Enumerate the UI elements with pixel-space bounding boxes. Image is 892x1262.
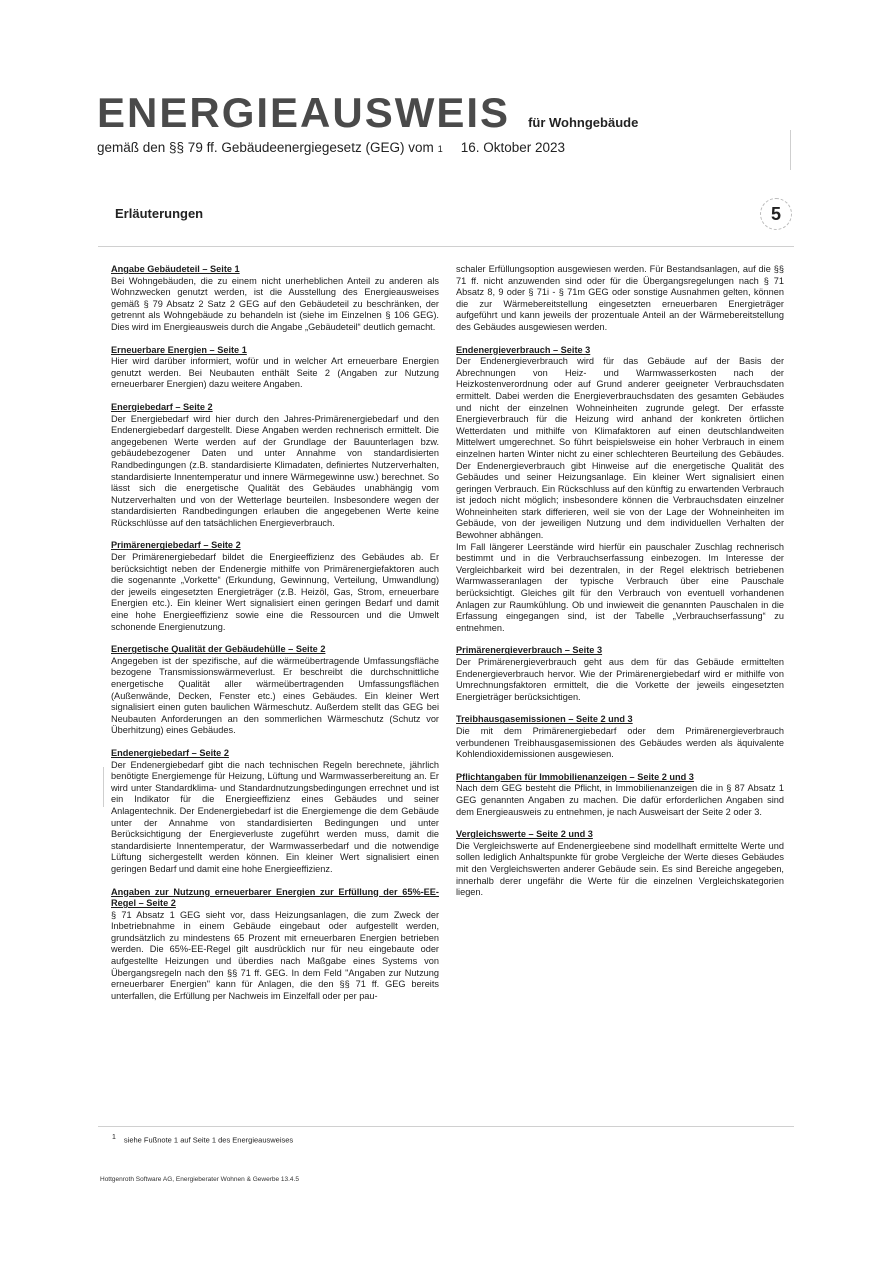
- footnote: [112, 1134, 293, 1145]
- explanation-section: [456, 829, 784, 899]
- law-footnote-ref: 1: [437, 144, 443, 154]
- explanation-section: [111, 540, 439, 633]
- right-column: [456, 264, 784, 910]
- explanation-section: [456, 772, 784, 818]
- section-heading: Primärenergiebedarf – Seite 2: [111, 540, 241, 551]
- section-heading: Primärenergieverbrauch – Seite 3: [456, 645, 603, 656]
- section-body: Nach dem GEG besteht die Pflicht, in Immobilienanzeigen die in § 87 Absatz 1 GEG genannten Angaben zu machen. Die dafür erforderlichen Angaben sind dem Energieausweis zu entnehmen, je nach Ausweisart der Seite 2 oder 3.: [456, 783, 784, 817]
- section-heading: Angaben zur Nutzung erneuerbarer Energien zur Erfüllung der 65%-EE-Regel – Seite 2: [111, 886, 439, 909]
- page-number-badge: 5: [760, 198, 792, 230]
- explanation-section: [111, 264, 439, 334]
- section-body: Der Endenergieverbrauch wird für das Gebäude auf der Basis der Abrechnungen von Heiz- und Warmwasserkosten nach der Heizkostenverordnung oder auf Grund anderer geeigneter Verbrauchsdaten ermittelt. Dabei werden die Energieverbrauchsdaten des gesamten Gebäudes und nicht der einzelnen Wohneinheiten zugrunde gelegt. Der erfasste Energieverbrauch für die Heizung wird anhand der konkreten örtlichen Wetterdaten und mithilfe von Klimafaktoren auf einen deutschlandweiten Mittelwert umgerechnet. So führt beispielsweise ein hoher Verbrauch in einem einzelnen harten Winter nicht zu einer schlechteren Beurteilung des Gebäudes. Der Endenergieverbrauch gibt Hinweise auf die energetische Qualität des Gebäudes und seiner Heizungsanlage. Ein kleiner Wert signalisiert einen geringen Verbrauch. Ein Rückschluss auf den künftig zu erwartenden Verbrauch ist jedoch nicht möglich; insbesondere können die Verbrauchsdaten einzelner Wohneinheiten stark differieren, weil sie von der Lage der Wohneinheiten im Gebäude, von der jeweiligen Nutzung und dem individuellen Verhalten der Bewohner abhängen.: [456, 356, 784, 541]
- explanation-section: [111, 887, 439, 1003]
- section-heading: Endenergieverbrauch – Seite 3: [456, 344, 591, 355]
- section-heading: Vergleichswerte – Seite 2 und 3: [456, 829, 593, 840]
- section-heading: Energetische Qualität der Gebäudehülle – Seite 2: [111, 644, 326, 655]
- document-title: ENERGIEAUSWEIS: [97, 89, 511, 136]
- explanation-section: [456, 264, 784, 334]
- section-heading: Treibhausgasemissionen – Seite 2 und 3: [456, 714, 633, 725]
- section-body: Der Primärenergiebedarf bildet die Energieeffizienz des Gebäudes ab. Er berücksichtigt neben der Endenergie mithilfe von Primärenergiefaktoren auch die sogenannte „Vorkette“ (Erkundung, Gewinnung, Verteilung, Umwandlung) der jeweils eingesetzten Energieträger (z.B. Heizöl, Gas, Strom, erneuerbare Energien etc.). Ein kleiner Wert signalisiert einen geringen Bedarf und damit eine hohe Energieeffizienz sowie eine die Ressourcen und die Umwelt schonende Energienutzung.: [111, 552, 439, 632]
- section-body: Die mit dem Primärenergiebedarf oder dem Primärenergieverbrauch verbundenen Treibhausgasemissionen des Gebäudes werden als äquivalente Kohlendioxidemissionen ausgewiesen.: [456, 725, 784, 760]
- section-body: Der Endenergiebedarf gibt die nach technischen Regeln berechnete, jährlich benötigte Energiemenge für Heizung, Lüftung und Warmwasserbereitung an. Er wird unter Standardklima- und Standardnutzungsbedingungen errechnet und ist ein Indikator für die Energieeffizienz eines Gebäudes und seiner Anlagentechnik. Der Endenergiebedarf ist die Energiemenge die dem Gebäude unter der Annahme von standardisierten Bedingungen und unter Berücksichtigung der Energieverluste zugeführt werden muss, damit die standardisierte Innentemperatur, der Warmwasserbedarf und die notwendige Lüftung sichergestellt werden können. Ein kleiner Wert signalisiert einen geringen Bedarf und damit eine hohe Energieeffizienz.: [111, 759, 439, 874]
- explanation-section: [111, 345, 439, 391]
- section-heading: Energiebedarf – Seite 2: [111, 401, 213, 412]
- scan-speck: [790, 130, 791, 170]
- explanation-section: [456, 714, 784, 760]
- left-column: [111, 264, 439, 1013]
- section-heading: Angabe Gebäudeteil – Seite 1: [111, 264, 240, 274]
- law-text: gemäß den §§ 79 ff. Gebäudeenergiegesetz (GEG) vom: [97, 140, 434, 155]
- section-body: schaler Erfüllungsoption ausgewiesen werden. Für Bestandsanlagen, auf die §§ 71 ff. nicht anzuwenden sind oder für die Übergangsregelungen nach § 71 Absatz 8, 9 oder § 71i - § 71m GEG oder sonstige Ausnahmen gelten, können die zur Wärmebereitstellung eingesetzten erneuerbaren Energieträger aufgeführt und kann jeweils der prozentuale Anteil an der Wärmebereitstellung des Gebäudes ausgewiesen werden.: [456, 264, 784, 332]
- section-body: Die Vergleichswerte auf Endenergieebene sind modellhaft ermittelte Werte und sollen lediglich Anhaltspunkte für grobe Vergleiche der Werte dieses Gebäudes mit den Vergleichswerten anderer Gebäude sein. Es sind Bereiche angegeben, innerhalb derer ungefähr die Werte für die einzelnen Vergleichskategorien liegen.: [456, 840, 784, 898]
- explanation-section: [456, 345, 784, 635]
- law-date: 16. Oktober 2023: [460, 140, 566, 155]
- publisher-line: Hottgenroth Software AG, Energieberater Wohnen & Gewerbe 13.4.5: [100, 1176, 299, 1183]
- section-heading: Endenergiebedarf – Seite 2: [111, 747, 229, 758]
- section-heading: Pflichtangaben für Immobilienanzeigen – Seite 2 und 3: [456, 771, 694, 782]
- document-header: [97, 89, 797, 155]
- section-body: Der Primärenergieverbrauch geht aus dem für das Gebäude ermittelten Endenergieverbrauch hervor. Wie der Primärenergiebedarf wird er mithilfe von Umrechnungsfaktoren ermittelt, die die Vorkette der jeweils eingesetzten Energieträger berücksichtigen.: [456, 657, 784, 702]
- section-body: § 71 Absatz 1 GEG sieht vor, dass Heizungsanlagen, die zum Zweck der Inbetriebnahme in einem Gebäude eingebaut oder aufgestellt werden, grundsätzlich zu mindestens 65 Prozent mit erneuerbaren Energien betrieben werden. Die 65%-EE-Regel gilt ausdrücklich nur für neu eingebaute oder aufgestellte Heizungen und überdies nach Maßgabe eines Systems von Übergangsregeln nach den §§ 71 ff. GEG. In dem Feld "Angaben zur Nutzung erneuerbarer Energien" kann für Anlagen, die den §§ 71 ff. GEG bereits unterfallen, die Erfüllung per Nachweis im Einzelfall oder per pau-: [111, 909, 439, 1001]
- scan-speck: [103, 767, 104, 807]
- explanation-section: [456, 645, 784, 703]
- footnote-text: siehe Fußnote 1 auf Seite 1 des Energieausweises: [123, 1135, 294, 1145]
- section-title: Erläuterungen: [115, 206, 204, 221]
- section-body: Angegeben ist der spezifische, auf die wärmeübertragende Umfassungsfläche bezogene Transmissionswärmeverlust. Er beschreibt die durchschnittliche energetische Qualität aller wärmeübertragenden Umfassungsflächen (Außenwände, Decken, Fenster etc.) eines Gebäudes. Ein kleiner Wert signalisiert einen guten baulichen Wärmeschutz. Außerdem stellt das GEG bei Neubauten Anforderungen an den sommerlichen Wärmeschutz (Schutz vor Überhitzung) eines Gebäudes.: [111, 655, 439, 736]
- section-body: Der Energiebedarf wird hier durch den Jahres-Primärenergiebedarf und den Endenergiebedarf dargestellt. Diese Angaben werden rechnerisch ermittelt. Die angegebenen Werte werden auf der Grundlage der Bauunterlagen bzw. gebäudebezogener Daten und unter Annahme von standardisierten Randbedingungen (z.B. standardisierte Klimadaten, definiertes Nutzerverhalten, standardisierte Innentemperatur und innere Wärmegewinne usw.) berechnet. So lässt sich die energetische Qualität des Gebäudes unabhängig vom Nutzerverhalten und von der Wetterlage beurteilen. Insbesondere wegen der standardisierten Randbedingungen erlauben die angegebenen Werte keine Rückschlüsse auf den tatsächlichen Energieverbrauch.: [111, 413, 439, 528]
- law-reference: [97, 140, 797, 155]
- explanation-section: [111, 748, 439, 876]
- section-body: Hier wird darüber informiert, wofür und in welcher Art erneuerbare Energien genutzt werden. Bei Neubauten enthält Seite 2 (Angaben zur Nutzung erneuerbarer Energien) dazu weitere Angaben.: [111, 356, 439, 390]
- document-subtitle: für Wohngebäude: [528, 115, 639, 130]
- section-body: Bei Wohngebäuden, die zu einem nicht unerheblichen Anteil zu anderen als Wohnzwecken genutzt werden, ist die Ausstellung des Energieausweises gemäß § 79 Absatz 2 Satz 2 GEG auf den Gebäudeteil zu beschränken, der getrennt als Wohngebäude zu behandeln ist (siehe im Einzelnen § 106 GEG). Dies wird im Energieausweis durch die Angabe „Gebäudeteil“ deutlich gemacht.: [111, 275, 439, 332]
- footnote-number: 1: [112, 1134, 116, 1141]
- section-body: Im Fall längerer Leerstände wird hierfür ein pauschaler Zuschlag rechnerisch bestimmt und in die Verbrauchserfassung einbezogen. Im Interesse der Vergleichbarkeit wird bei dezentralen, in der Regel elektrisch betriebenen Warmwasseranlagen der typische Verbrauch über eine Pauschale berücksichtigt. Gleiches gilt für den Verbrauch von eventuell vorhandenen Anlagen zur Raumkühlung. Ob und inwieweit die genannten Pauschalen in die Erfassung eingegangen sind, ist der Tabelle „Verbrauchserfassung“ zu entnehmen.: [456, 541, 784, 633]
- explanation-section: [111, 644, 439, 737]
- title-row: [97, 89, 797, 136]
- section-heading: Erneuerbare Energien – Seite 1: [111, 344, 247, 355]
- explanation-section: [111, 402, 439, 530]
